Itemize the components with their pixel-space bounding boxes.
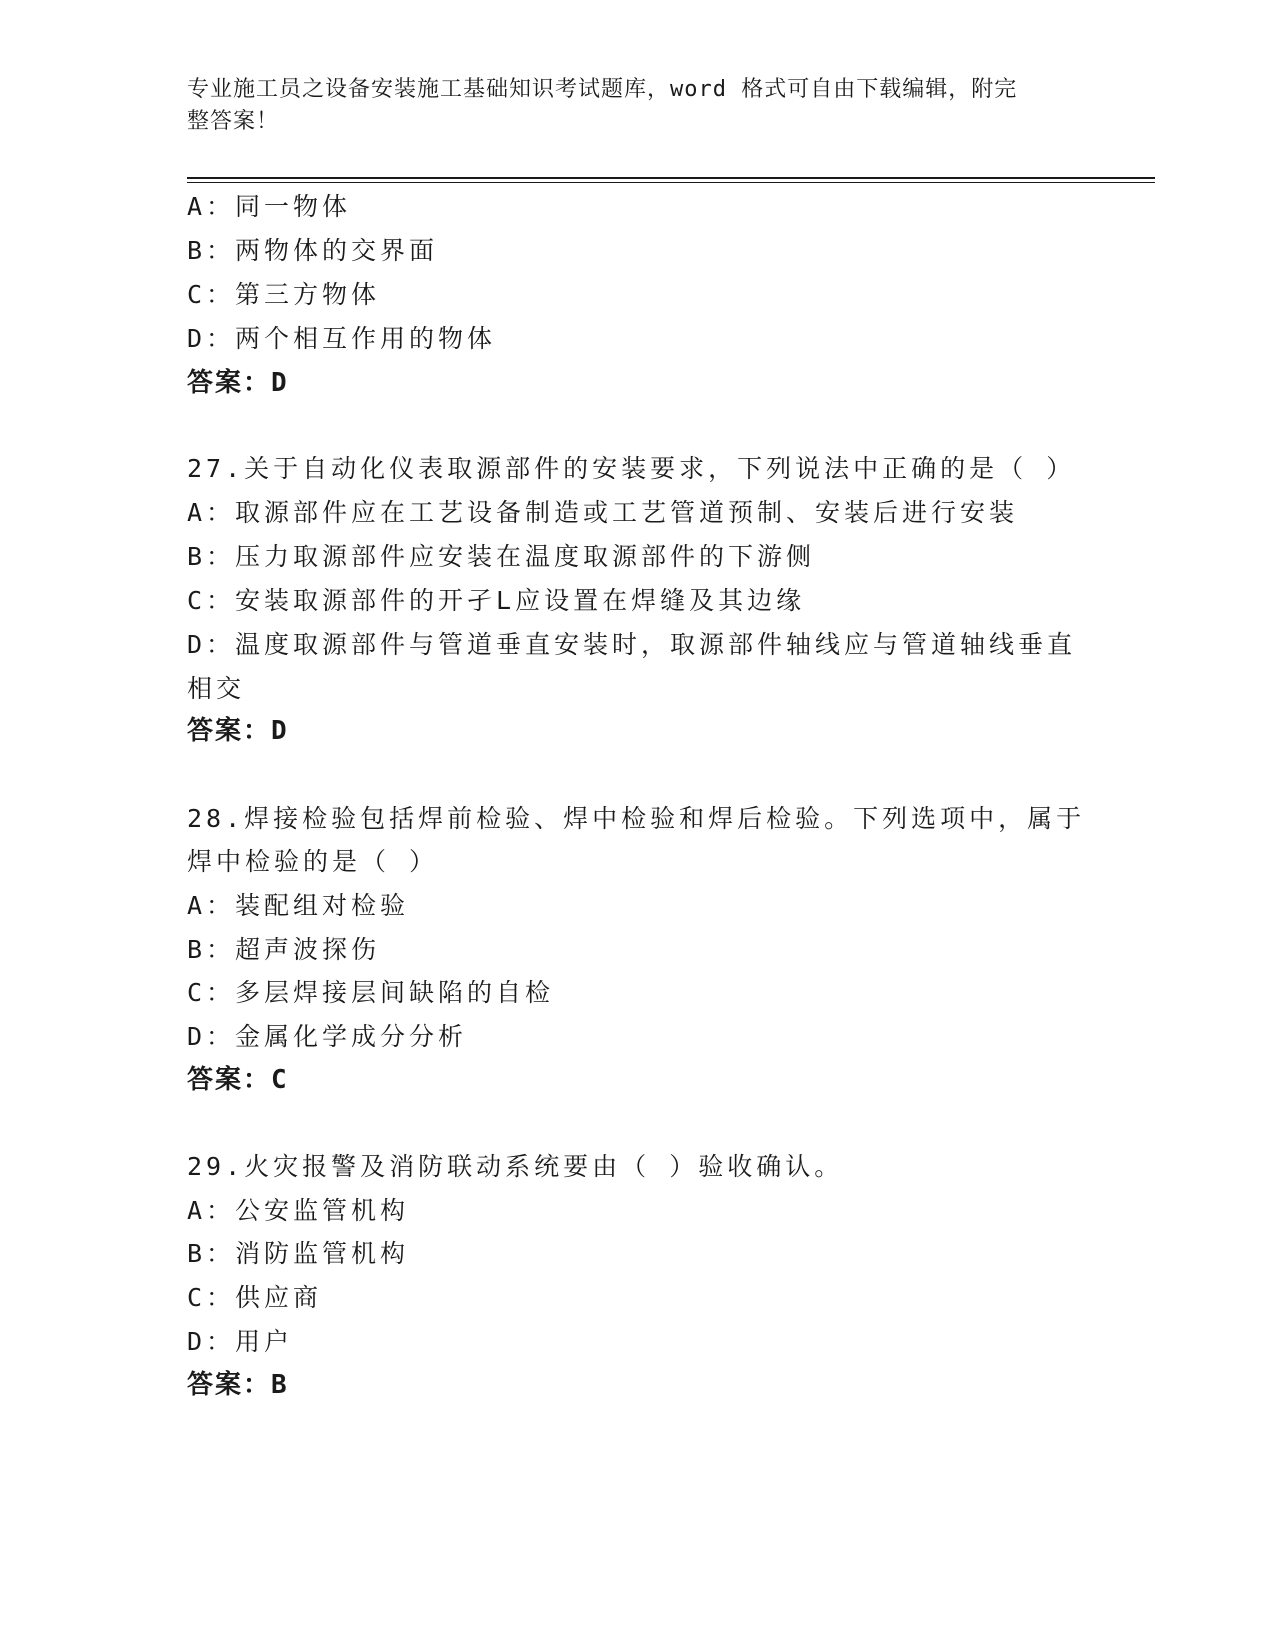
prev-option-a: A：同一物体: [187, 192, 352, 221]
q27-option-a: A：取源部件应在工艺设备制造或工艺管道预制、安装后进行安装: [187, 498, 1019, 527]
prev-option-c: C：第三方物体: [187, 280, 381, 309]
q29-option-b: B：消防监管机构: [187, 1239, 410, 1268]
q28-option-c: C：多层焊接层间缺陷的自检: [187, 978, 555, 1007]
q28-stem-line-2: 焊中检验的是（ ）: [187, 847, 439, 876]
q27-stem: 27.关于自动化仪表取源部件的安装要求，下列说法中正确的是（ ）: [187, 454, 1076, 483]
prev-option-b: B：两物体的交界面: [187, 236, 439, 265]
q29-stem: 29.火灾报警及消防联动系统要由（ ）验收确认。: [187, 1152, 844, 1181]
q29-option-c: C：供应商: [187, 1283, 323, 1312]
q28-answer: 答案：C: [187, 1065, 289, 1095]
document-header: [187, 74, 1067, 138]
q28-stem-line-1: 28.焊接检验包括焊前检验、焊中检验和焊后检验。下列选项中，属于: [187, 804, 1086, 833]
header-line-2: 整答案！: [187, 109, 280, 134]
q28-option-d: D：金属化学成分分析: [187, 1022, 468, 1051]
q29-option-d: D：用户: [187, 1327, 294, 1356]
q27-option-c: C：安装取源部件的开孑L应设置在焊缝及其边缘: [187, 586, 806, 615]
q27-option-d: D：温度取源部件与管道垂直安装时，取源部件轴线应与管道轴线垂直: [187, 630, 1077, 659]
prev-option-d: D：两个相互作用的物体: [187, 324, 497, 353]
q27-option-d-continuation: 相交: [187, 674, 246, 703]
q28-option-b: B：超声波探伤: [187, 935, 381, 964]
prev-answer: 答案：D: [187, 368, 289, 398]
q27-option-b: B：压力取源部件应安装在温度取源部件的下游侧: [187, 542, 816, 571]
header-line-1: 专业施工员之设备安装施工基础知识考试题库，word 格式可自由下载编辑，附完: [187, 77, 1018, 102]
q29-answer: 答案：B: [187, 1370, 289, 1400]
q29-option-a: A：公安监管机构: [187, 1196, 410, 1225]
q27-answer: 答案：D: [187, 716, 289, 746]
q28-option-a: A：装配组对检验: [187, 891, 410, 920]
header-divider-thick: [187, 177, 1155, 179]
header-divider-thin: [187, 182, 1155, 183]
